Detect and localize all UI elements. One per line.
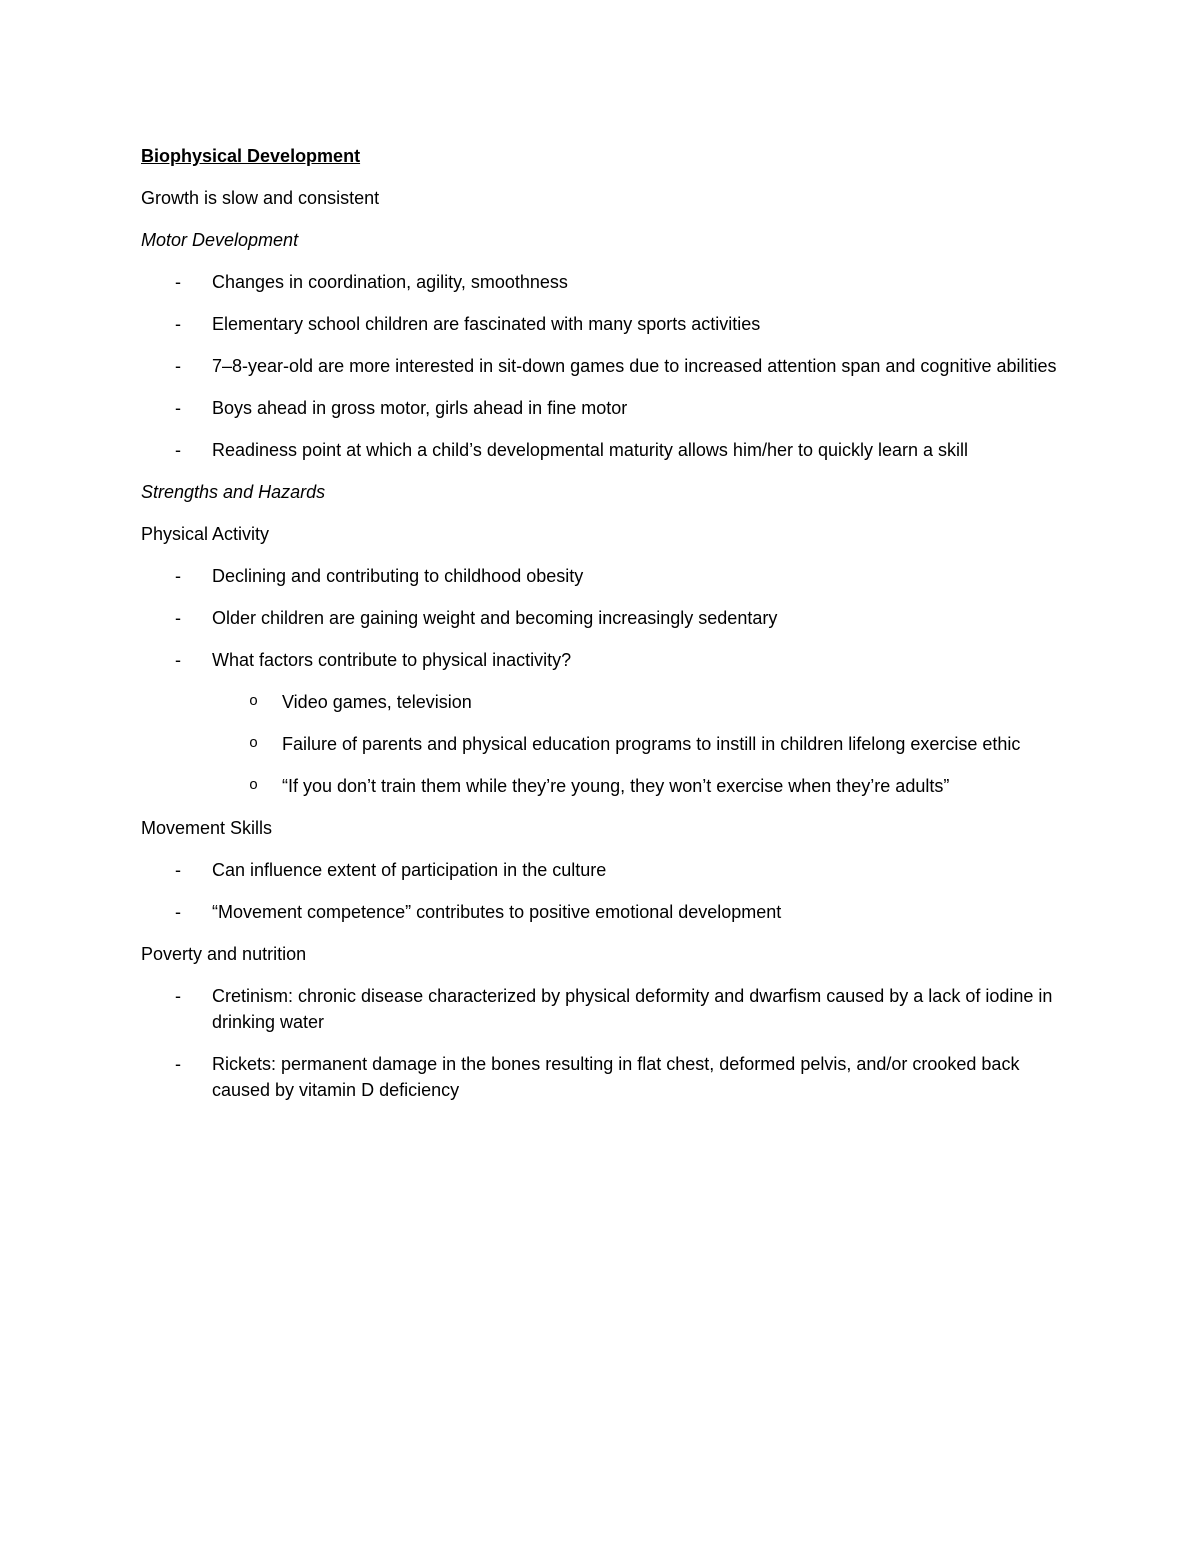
list-item-text: Older children are gaining weight and becoming increasingly sedentary <box>212 608 778 628</box>
dash-marker: - <box>175 398 181 418</box>
sub-list-item <box>141 731 1061 757</box>
motor-development-heading: Motor Development <box>141 230 299 250</box>
list-item-text: Elementary school children are fascinated with many sports activities <box>212 314 761 334</box>
sub-list-item <box>141 689 1061 715</box>
sub-list-item-text: Video games, television <box>282 692 472 712</box>
dash-marker: - <box>175 314 181 334</box>
list-item <box>141 353 1061 379</box>
dash-marker: - <box>175 356 181 376</box>
sub-list-item-text: “If you don’t train them while they’re young, they won’t exercise when they’re adults” <box>282 776 950 796</box>
sub-list-item-text: Failure of parents and physical education programs to instill in children lifelong exercise ethic <box>282 734 1021 754</box>
list-item-text: Readiness point at which a child’s developmental maturity allows him/her to quickly learn a skill <box>212 440 969 460</box>
circle-bullet-marker: o <box>249 693 259 710</box>
circle-bullet-marker: o <box>249 735 259 752</box>
circle-bullet-marker: o <box>249 777 259 794</box>
movement-skills-heading: Movement Skills <box>141 818 273 838</box>
list-item-text: Can influence extent of participation in the culture <box>212 860 607 880</box>
list-item-text: 7–8-year-old are more interested in sit-down games due to increased attention span and cognitive abilities <box>212 356 1057 376</box>
list-item <box>141 269 1061 295</box>
document-title: Biophysical Development <box>141 146 361 166</box>
dash-marker: - <box>175 440 181 460</box>
strengths-hazards-heading: Strengths and Hazards <box>141 482 326 502</box>
list-item <box>141 857 1061 883</box>
list-item <box>141 563 1061 589</box>
list-item <box>141 1051 1061 1103</box>
poverty-nutrition-heading: Poverty and nutrition <box>141 944 307 964</box>
list-item-text: What factors contribute to physical inactivity? <box>212 650 572 670</box>
dash-marker: - <box>175 1054 181 1074</box>
dash-marker: - <box>175 902 181 922</box>
document-page <box>141 143 1061 1119</box>
intro-text: Growth is slow and consistent <box>141 188 380 208</box>
sub-list-item <box>141 773 1061 799</box>
list-item-text: Changes in coordination, agility, smoothness <box>212 272 568 292</box>
list-item-text: Rickets: permanent damage in the bones resulting in flat chest, deformed pelvis, and/or crooked back caused by vitamin D deficiency <box>212 1054 1020 1100</box>
list-item-text: Cretinism: chronic disease characterized by physical deformity and dwarfism caused by a lack of iodine in drinking water <box>212 986 1053 1032</box>
dash-marker: - <box>175 650 181 670</box>
physical-activity-heading: Physical Activity <box>141 524 270 544</box>
list-item <box>141 983 1061 1035</box>
list-item <box>141 311 1061 337</box>
list-item <box>141 395 1061 421</box>
list-item <box>141 899 1061 925</box>
dash-marker: - <box>175 272 181 292</box>
dash-marker: - <box>175 986 181 1006</box>
list-item-text: “Movement competence” contributes to positive emotional development <box>212 902 782 922</box>
list-item-text: Boys ahead in gross motor, girls ahead in fine motor <box>212 398 628 418</box>
list-item <box>141 437 1061 463</box>
list-item <box>141 647 1061 673</box>
dash-marker: - <box>175 608 181 628</box>
list-item-text: Declining and contributing to childhood obesity <box>212 566 584 586</box>
dash-marker: - <box>175 566 181 586</box>
list-item <box>141 605 1061 631</box>
dash-marker: - <box>175 860 181 880</box>
